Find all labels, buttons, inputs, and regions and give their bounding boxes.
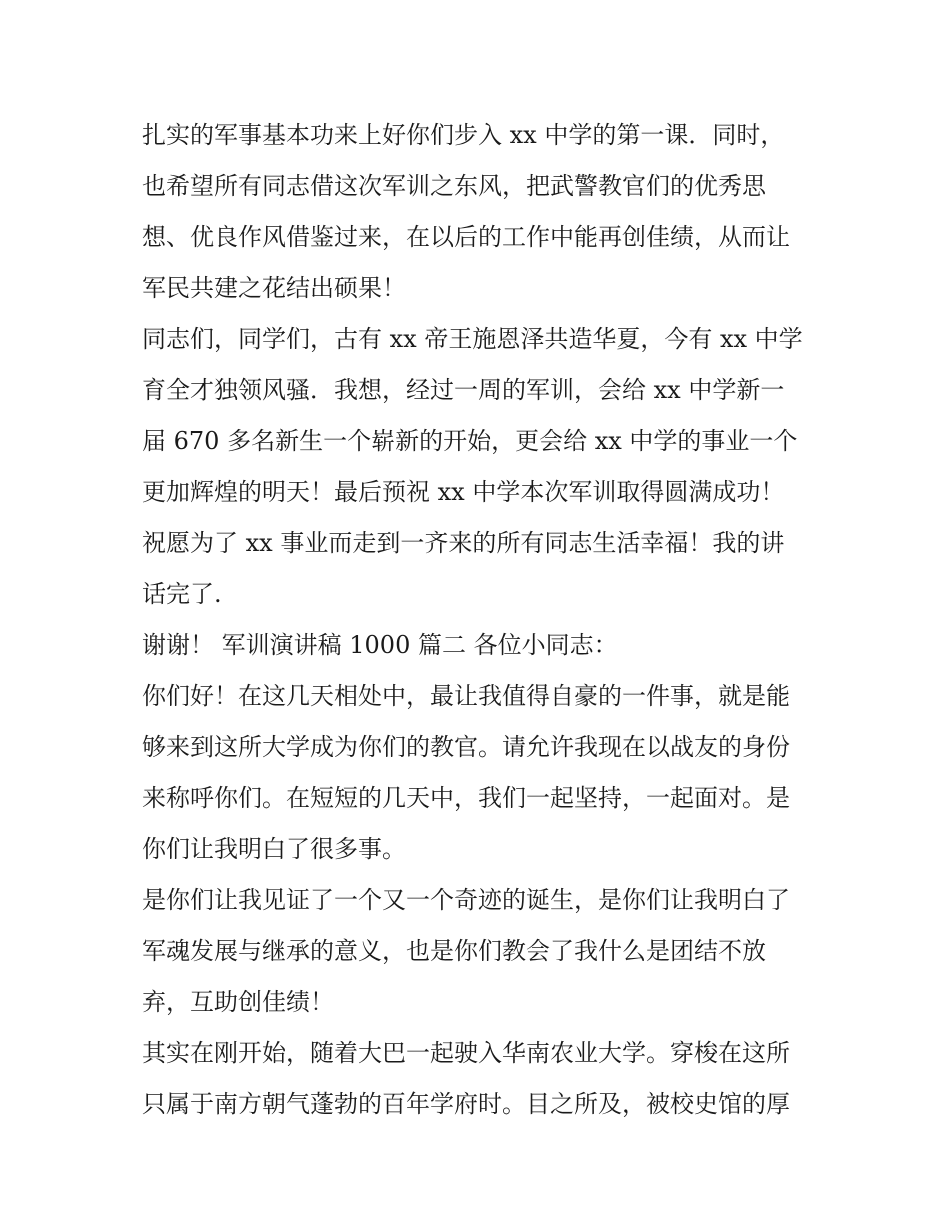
text-line: 谢谢！ 军训演讲稿 1000 篇二 各位小同志：	[142, 631, 618, 659]
text-line: 也希望所有同志借这次军训之东风，把武警教官们的优秀思	[142, 172, 766, 200]
text-line: 军魂发展与继承的意义，也是你们教会了我什么是团结不放	[142, 937, 766, 965]
text-line: 是你们让我见证了一个又一个奇迹的诞生，是你们让我明白了	[142, 886, 790, 914]
text-line: 弃，互助创佳绩！	[142, 988, 334, 1016]
text-line: 扎实的军事基本功来上好你们步入 xx 中学的第一课．同时，	[142, 121, 785, 149]
text-line: 祝愿为了 xx 事业而走到一齐来的所有同志生活幸福！我的讲	[142, 529, 785, 557]
text-line: 来称呼你们。在短短的几天中，我们一起坚持，一起面对。是	[142, 784, 790, 812]
text-line: 想、优良作风借鉴过来，在以后的工作中能再创佳绩，从而让	[142, 223, 790, 251]
text-line: 育全才独领风骚．我想，经过一周的军训，会给 xx 中学新一	[142, 376, 785, 404]
text-line: 你们好！在这几天相处中，最让我值得自豪的一件事，就是能	[142, 682, 790, 710]
text-line: 话完了.	[142, 580, 222, 608]
text-line: 更加辉煌的明天！最后预祝 xx 中学本次军训取得圆满成功！	[142, 478, 785, 506]
text-line: 军民共建之花结出硕果！	[142, 274, 406, 302]
text-line: 其实在刚开始，随着大巴一起驶入华南农业大学。穿梭在这所	[142, 1039, 790, 1067]
text-line: 同志们，同学们，古有 xx 帝王施恩泽共造华夏，今有 xx 中学	[142, 325, 803, 353]
text-line: 你们让我明白了很多事。	[142, 835, 406, 863]
text-line: 够来到这所大学成为你们的教官。请允许我现在以战友的身份	[142, 733, 790, 761]
document-body	[142, 110, 814, 1130]
text-line: 届 670 多名新生一个崭新的开始，更会给 xx 中学的事业一个	[142, 427, 798, 455]
text-line: 只属于南方朝气蓬勃的百年学府时。目之所及，被校史馆的厚	[142, 1090, 790, 1118]
